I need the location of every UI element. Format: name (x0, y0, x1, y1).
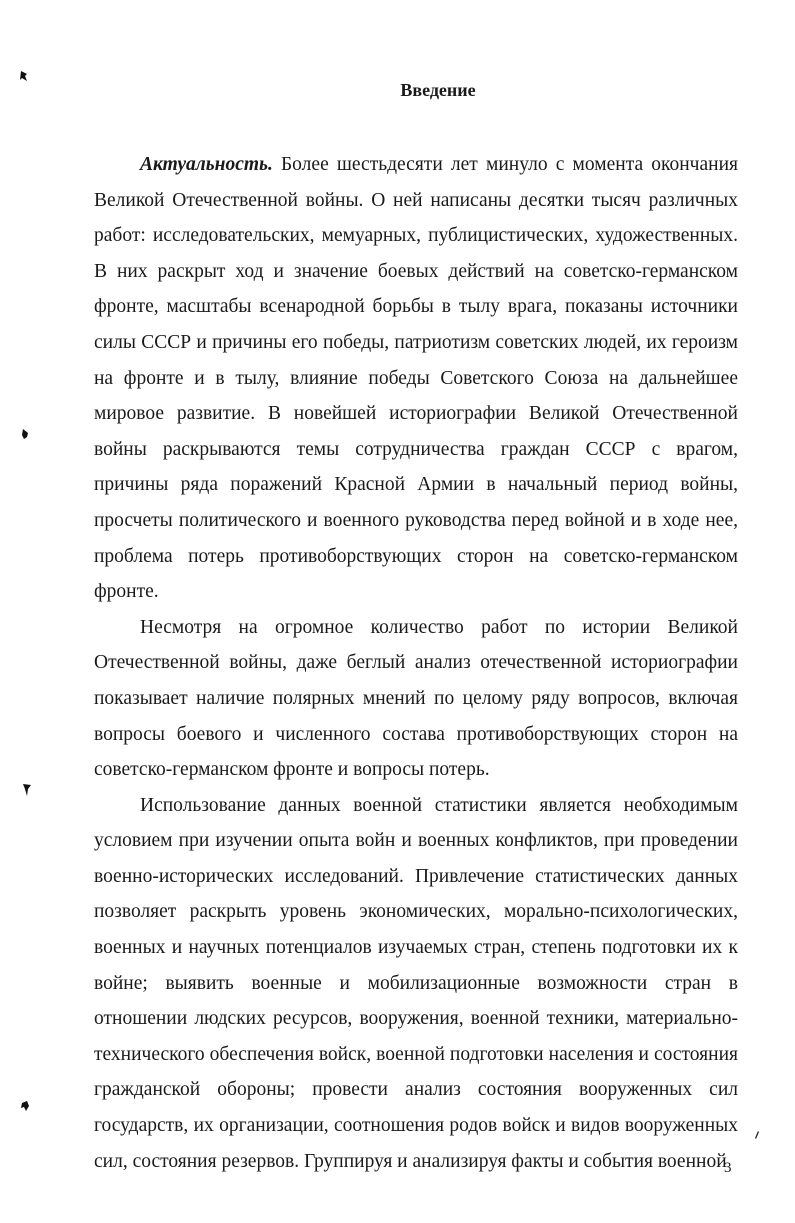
punch-mark-2 (20, 428, 30, 440)
punch-mark-4 (20, 1100, 30, 1112)
page-number: 3 (724, 1160, 732, 1176)
paragraph-3: Использование данных военной статистики является необходимым условием при изучении опыта войн и военных конфликтов, при проведении военно-исторических исследований. Привлечение статистических данных позволяет раскрыть уровень экономических, морально-психологических, военных и научных потенциалов изучаемых стран, степень подготовки их к войне; выявить военные и мобилизационные возможности стран в отношении людских ресурсов, вооружения, военной техники, материально-технического обеспечения войск, военной подготовки населения и состояния гражданской обороны; провести анализ состояния вооруженных сил государств, их организации, соотношения родов войск и видов вооруженных сил, состояния резервов. Группируя и анализируя факты и события военной (94, 794, 738, 1172)
paragraph-lead: Актуальность. (140, 154, 273, 175)
paragraph-2: Несмотря на огромное количество работ по истории Великой Отечественной войны, даже беглый анализ отечественной историографии показывает наличие полярных мнений по целому ряду вопросов, включая вопросы боевого и численного состава противоборствующих сторон на советско-германском фронте и вопросы потерь. (94, 616, 738, 781)
paragraph-1-text: Более шестьдесяти лет минуло с момента окончания Великой Отечественной войны. О ней написаны десятки тысяч различных работ: исследовательских, мемуарных, публицистических, художественных. В них раскрыт ход и значение боевых действий на советско-германском фронте, масштабы всенародной борьбы в тылу врага, показаны источники силы СССР и причины его победы, патриотизм советских людей, их героизм на фронте и в тылу, влияние победы Советского Союза на дальнейшее мировое развитие. В новейшей историографии Великой Отечественной войны раскрываются темы сотрудничества граждан СССР с врагом, причины ряда поражений Красной Армии в начальный период войны, просчеты политического и военного руководства перед войной и в ходе нее, проблема потерь противоборствующих сторон на советско-германском фронте. (94, 154, 738, 603)
scan-speck (754, 1130, 764, 1142)
section-title: Введение (400, 80, 476, 100)
body-text (94, 147, 738, 1179)
punch-mark-3 (22, 783, 32, 795)
paragraph-1 (94, 147, 738, 610)
